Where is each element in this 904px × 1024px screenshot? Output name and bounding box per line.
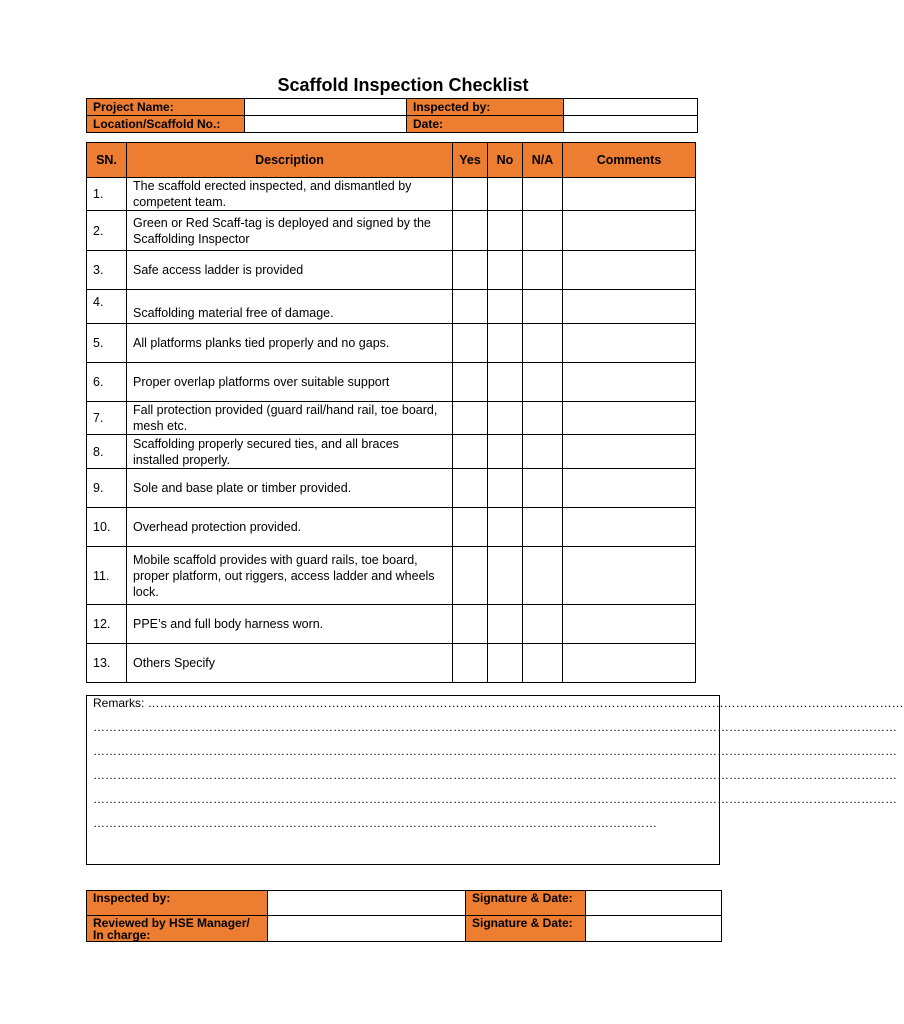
yes-cell[interactable] bbox=[453, 363, 488, 402]
item-description: Others Specify bbox=[127, 644, 453, 683]
no-cell[interactable] bbox=[488, 324, 523, 363]
checklist-row bbox=[87, 324, 696, 363]
comments-cell[interactable] bbox=[563, 644, 696, 683]
location-label: Location/Scaffold No.: bbox=[87, 116, 245, 133]
no-cell[interactable] bbox=[488, 178, 523, 211]
footer-signature-date-field[interactable] bbox=[586, 891, 722, 916]
inspection-checklist-table bbox=[86, 142, 696, 683]
item-number: 13. bbox=[87, 644, 127, 683]
inspected-by-label: Inspected by: bbox=[407, 99, 564, 116]
item-description: All platforms planks tied properly and no gaps. bbox=[127, 324, 453, 363]
date-label: Date: bbox=[407, 116, 564, 133]
checklist-row bbox=[87, 211, 696, 251]
checklist-row bbox=[87, 605, 696, 644]
project-info-table bbox=[86, 98, 698, 133]
date-field[interactable] bbox=[564, 116, 698, 133]
checklist-row bbox=[87, 469, 696, 508]
item-number: 5. bbox=[87, 324, 127, 363]
item-number: 10. bbox=[87, 508, 127, 547]
item-description: Scaffolding properly secured ties, and all braces installed properly. bbox=[127, 435, 453, 469]
item-description: Safe access ladder is provided bbox=[127, 251, 453, 290]
yes-cell[interactable] bbox=[453, 290, 488, 324]
comments-cell[interactable] bbox=[563, 469, 696, 508]
comments-cell[interactable] bbox=[563, 402, 696, 435]
item-number: 4. bbox=[87, 290, 127, 324]
comments-cell[interactable] bbox=[563, 251, 696, 290]
item-description: Green or Red Scaff-tag is deployed and signed by the Scaffolding Inspector bbox=[127, 211, 453, 251]
footer-signature-date-label: Signature & Date: bbox=[466, 916, 586, 942]
comments-cell[interactable] bbox=[563, 178, 696, 211]
yes-cell[interactable] bbox=[453, 435, 488, 469]
na-cell[interactable] bbox=[523, 178, 563, 211]
no-cell[interactable] bbox=[488, 605, 523, 644]
no-cell[interactable] bbox=[488, 290, 523, 324]
na-cell[interactable] bbox=[523, 251, 563, 290]
checklist-row bbox=[87, 290, 696, 324]
checklist-row bbox=[87, 435, 696, 469]
item-number: 11. bbox=[87, 547, 127, 605]
item-description: Fall protection provided (guard rail/hand rail, toe board, mesh etc. bbox=[127, 402, 453, 435]
checklist-row bbox=[87, 402, 696, 435]
checklist-header-row bbox=[87, 143, 696, 178]
yes-cell[interactable] bbox=[453, 324, 488, 363]
header-sn: SN. bbox=[87, 143, 127, 178]
comments-cell[interactable] bbox=[563, 290, 696, 324]
item-description: Overhead protection provided. bbox=[127, 508, 453, 547]
header-description: Description bbox=[127, 143, 453, 178]
na-cell[interactable] bbox=[523, 211, 563, 251]
inspected-by-field[interactable] bbox=[564, 99, 698, 116]
na-cell[interactable] bbox=[523, 469, 563, 508]
footer-signature-date-field[interactable] bbox=[586, 916, 722, 942]
project-name-field[interactable] bbox=[245, 99, 407, 116]
yes-cell[interactable] bbox=[453, 402, 488, 435]
item-description: Proper overlap platforms over suitable support bbox=[127, 363, 453, 402]
remarks-line: ………………………………………………………………………………………………………………………………………………………………………………… bbox=[93, 768, 897, 782]
no-cell[interactable] bbox=[488, 435, 523, 469]
location-field[interactable] bbox=[245, 116, 407, 133]
yes-cell[interactable] bbox=[453, 178, 488, 211]
checklist-row bbox=[87, 547, 696, 605]
footer-signature-date-label: Signature & Date: bbox=[466, 891, 586, 916]
yes-cell[interactable] bbox=[453, 251, 488, 290]
na-cell[interactable] bbox=[523, 324, 563, 363]
remarks-line: Remarks: ……………………………………………………………………………………………………………………………………………………………………… bbox=[93, 696, 904, 710]
na-cell[interactable] bbox=[523, 363, 563, 402]
comments-cell[interactable] bbox=[563, 605, 696, 644]
no-cell[interactable] bbox=[488, 402, 523, 435]
item-number: 2. bbox=[87, 211, 127, 251]
item-number: 1. bbox=[87, 178, 127, 211]
header-no: No bbox=[488, 143, 523, 178]
item-number: 3. bbox=[87, 251, 127, 290]
item-description: The scaffold erected inspected, and dismantled by competent team. bbox=[127, 178, 453, 211]
remarks-line: ………………………………………………………………………………………………………………………………………………………………………………… bbox=[93, 720, 897, 734]
checklist-row bbox=[87, 178, 696, 211]
item-number: 7. bbox=[87, 402, 127, 435]
checklist-row bbox=[87, 644, 696, 683]
footer-reviewed-by-field[interactable] bbox=[268, 916, 466, 942]
item-description: PPE’s and full body harness worn. bbox=[127, 605, 453, 644]
yes-cell[interactable] bbox=[453, 605, 488, 644]
yes-cell[interactable] bbox=[453, 547, 488, 605]
yes-cell[interactable] bbox=[453, 644, 488, 683]
remarks-box[interactable] bbox=[86, 695, 904, 865]
footer-inspected-by-field[interactable] bbox=[268, 891, 466, 916]
item-description: Sole and base plate or timber provided. bbox=[127, 469, 453, 508]
comments-cell[interactable] bbox=[563, 547, 696, 605]
item-description: Mobile scaffold provides with guard rails, toe board, proper platform, out riggers, access ladder and wheels lock. bbox=[127, 547, 453, 605]
yes-cell[interactable] bbox=[453, 508, 488, 547]
checklist-row bbox=[87, 363, 696, 402]
header-na: N/A bbox=[523, 143, 563, 178]
checklist-row bbox=[87, 508, 696, 547]
header-comments: Comments bbox=[563, 143, 696, 178]
no-cell[interactable] bbox=[488, 469, 523, 508]
na-cell[interactable] bbox=[523, 290, 563, 324]
comments-cell[interactable] bbox=[563, 435, 696, 469]
remarks-line: ………………………………………………………………………………………………………………………………………………………………………………… bbox=[93, 744, 897, 758]
no-cell[interactable] bbox=[488, 211, 523, 251]
header-yes: Yes bbox=[453, 143, 488, 178]
no-cell[interactable] bbox=[488, 508, 523, 547]
comments-cell[interactable] bbox=[563, 363, 696, 402]
yes-cell[interactable] bbox=[453, 469, 488, 508]
page-title: Scaffold Inspection Checklist bbox=[277, 75, 529, 95]
comments-cell[interactable] bbox=[563, 508, 696, 547]
no-cell[interactable] bbox=[488, 644, 523, 683]
signoff-table bbox=[86, 890, 722, 942]
na-cell[interactable] bbox=[523, 644, 563, 683]
item-number: 12. bbox=[87, 605, 127, 644]
na-cell[interactable] bbox=[523, 508, 563, 547]
na-cell[interactable] bbox=[523, 605, 563, 644]
na-cell[interactable] bbox=[523, 402, 563, 435]
no-cell[interactable] bbox=[488, 363, 523, 402]
footer-inspected-by-label: Inspected by: bbox=[87, 891, 268, 916]
no-cell[interactable] bbox=[488, 547, 523, 605]
comments-cell[interactable] bbox=[563, 324, 696, 363]
item-description: Scaffolding material free of damage. bbox=[127, 290, 453, 324]
remarks-line: …………………………………………………………………………………………………………………………… bbox=[93, 816, 657, 830]
checklist-row bbox=[87, 251, 696, 290]
item-number: 8. bbox=[87, 435, 127, 469]
yes-cell[interactable] bbox=[453, 211, 488, 251]
item-number: 9. bbox=[87, 469, 127, 508]
remarks-line: ………………………………………………………………………………………………………………………………………………………………………………… bbox=[93, 792, 897, 806]
project-name-label: Project Name: bbox=[87, 99, 245, 116]
no-cell[interactable] bbox=[488, 251, 523, 290]
na-cell[interactable] bbox=[523, 435, 563, 469]
na-cell[interactable] bbox=[523, 547, 563, 605]
item-number: 6. bbox=[87, 363, 127, 402]
comments-cell[interactable] bbox=[563, 211, 696, 251]
footer-reviewed-by-label: Reviewed by HSE Manager/ In charge: bbox=[87, 916, 268, 942]
